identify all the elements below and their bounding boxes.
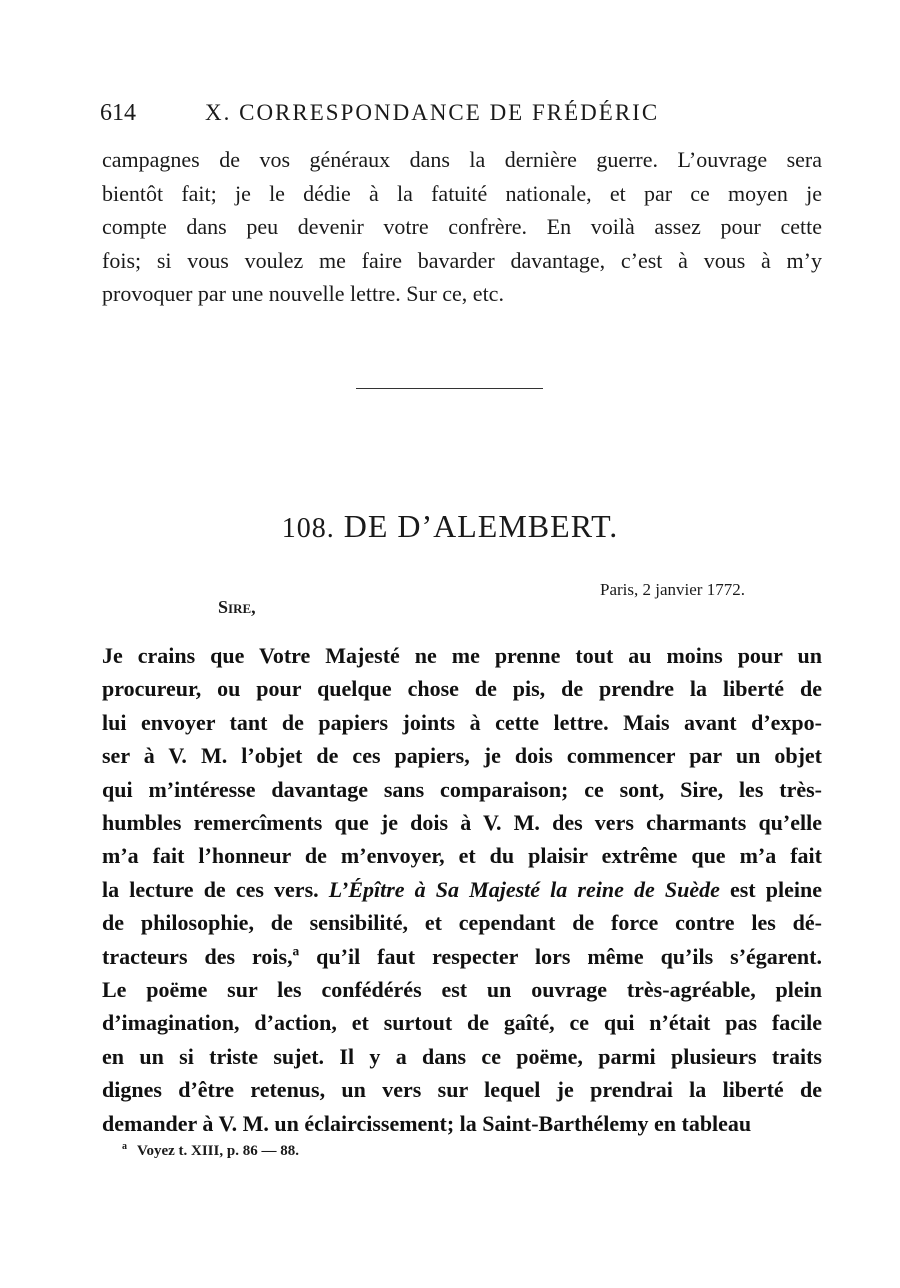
text-line: compte dans peu devenir votre confrère. En voilà assez pour cette <box>102 214 822 240</box>
running-title: X. CORRESPONDANCE DE FRÉDÉRIC <box>205 100 660 125</box>
text-line: tracteurs des rois,ª qu’il faut respecter lors même qu’ils s’égarent. <box>102 943 822 969</box>
salutation: Sire, <box>218 597 256 617</box>
text-line: qui m’intéresse davantage sans comparaison; ce sont, Sire, les très- <box>102 776 822 802</box>
text-line: dignes d’être retenus, un vers sur lequel je prendrai la liberté de <box>102 1077 822 1103</box>
footnote <box>122 1141 299 1160</box>
text-line: demander à V. M. un éclaircissement; la Saint-Barthélemy en tableau <box>102 1110 752 1136</box>
text-line: la lecture de ces vers. L’Épître à Sa Majesté la reine de Suède est pleine <box>102 876 822 902</box>
text-line: Je crains que Votre Majesté ne me prenne tout au moins pour un <box>102 643 822 668</box>
text-line: ser à V. M. l’objet de ces papiers, je dois commencer par un objet <box>102 743 822 769</box>
section-divider <box>356 388 543 389</box>
footnote-marker: a <box>122 1141 127 1152</box>
text-line: de philosophie, de sensibilité, et cependant de force contre les dé- <box>102 910 822 936</box>
letter-heading <box>0 508 900 545</box>
text-line: provoquer par une nouvelle lettre. Sur ce, etc. <box>102 281 504 307</box>
text-line: campagnes de vos généraux dans la dernière guerre. L’ouvrage sera <box>102 147 822 172</box>
text-line: fois; si vous voulez me faire bavarder davantage, c’est à vous à m’y <box>102 247 822 273</box>
letter-number: 108. <box>281 513 335 544</box>
text-line: procureur, ou pour quelque chose de pis, de prendre la liberté de <box>102 676 822 702</box>
text-line: d’imagination, d’action, et surtout de gaîté, ce qui n’était pas facile <box>102 1010 822 1036</box>
letter-date: Paris, 2 janvier 1772. <box>600 580 745 599</box>
footnote-text: Voyez t. XIII, p. 86 — 88. <box>137 1143 299 1159</box>
letter-title: DE D’ALEMBERT. <box>343 508 619 544</box>
text-line: bientôt fait; je le dédie à la fatuité nationale, et par ce moyen je <box>102 180 822 206</box>
text-line: en un si triste sujet. Il y a dans ce poëme, parmi plusieurs traits <box>102 1043 822 1069</box>
page-number: 614 <box>100 100 136 126</box>
text-line: lui envoyer tant de papiers joints à cette lettre. Mais avant d’expo- <box>102 709 822 735</box>
text-line: humbles remercîments que je dois à V. M. des vers charmants qu’elle <box>102 810 822 835</box>
text-line: m’a fait l’honneur de m’envoyer, et du plaisir extrême que m’a fait <box>102 843 822 869</box>
text-line: Le poëme sur les confédérés est un ouvrage très-agréable, plein <box>102 977 822 1002</box>
